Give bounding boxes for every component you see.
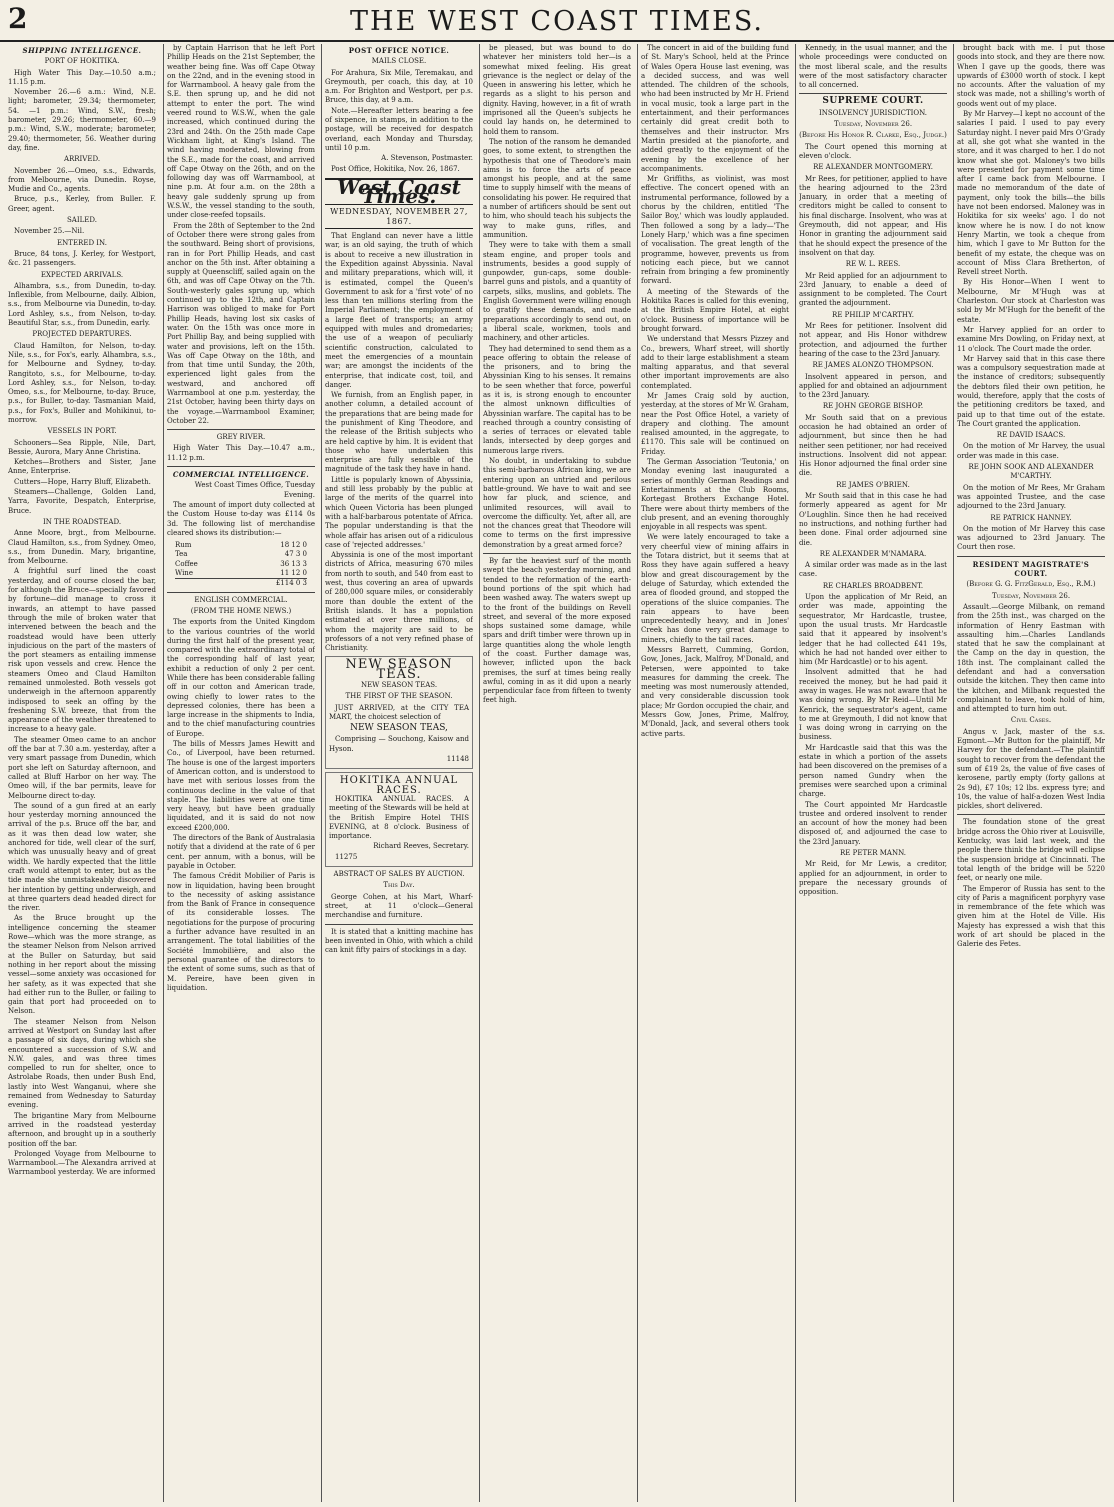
paragraph: The steamer Nelson from Nelson arrived at Westport on Sunday last after a passage of six days, during which she encountered a succession of S.W. and N.W. gales, and was three times compelled to run for shelter, once to Astrolabe Roads, then under Bush End, lastly into West Wanganui, where she remained from Wednesday to Saturday evening.: [8, 1017, 156, 1110]
paragraph: Mr Reid, for Mr Lewis, a creditor, applied for an adjournment, in order to prepare the necessary grounds of opposition.: [799, 860, 947, 897]
paragraph: We understand that Messrs Pizzey and Co., brewers, Wharf street, will shortly add to their large establishment a steam malting apparatus, and that several other important improvements are also contemplated.: [641, 335, 789, 390]
races-advertisement: HOKITIKA ANNUAL RACES. HOKITIKA ANNUAL RACES. A meeting of the Stewards will be held at the British Empire Hotel THIS EVENING, at 8 o'clock. Business of importance. Richard Reeves, Secretary. 11275: [325, 772, 473, 867]
nameplate: West Coast Times.: [325, 178, 473, 206]
divider: [957, 556, 1105, 557]
case-heading: RE JOHN GEORGE BISHOP.: [822, 402, 924, 411]
paragraph: The foundation stone of the great bridge across the Ohio river at Louisville, Kentucky, was laid last week, and the people there think the bridge will eclipse the suspension bridge at Cincinnati. The total length of the bridge will be 5220 feet, or nearly one mile.: [957, 818, 1105, 883]
paragraph: On the motion of Mr Rees, Mr Graham was appointed Trustee, and the case adjourned to the 23rd January.: [957, 483, 1105, 511]
column-commercial: [167, 44, 315, 1502]
column-rule: [163, 44, 164, 1502]
subheading: MAILS CLOSE.: [371, 57, 427, 66]
paragraph: Mr South said that on a previous occasion he had obtained an order of adjournment, but since then he had neither seen petitioner, nor had received instructions. Insolvent did not appear. His Honor adjourned the final order sine die.: [799, 413, 947, 478]
paragraph: The sound of a gun fired at an early hour yesterday morning announced the arrival of the p.s. Bruce off the bar, and as it was then dead low water, she anchored for tide, well clear of the surf, which was unusually heavy and of great width. We hardly expected that the little craft would attempt to enter, but as the tide made she unmistakeably discovered her intention by getting underweigh, and at three quarters dead headed direct for the river.: [8, 801, 156, 913]
paragraph: Bruce, 84 tons, J. Kerley, for Westport, &c. 21 passengers.: [8, 249, 156, 268]
paragraph: Angus v. Jack, master of the s.s. Egmont.—Mr Button for the plaintiff, Mr Harvey for the defendant.—The plaintiff sought to recover from the defendant the sum of £19 2s, the value of five cases of kerosene, partly empty (forty gallons at 2s 9d), £7 10s; 12 lbs. express tyre; and 10s, the value of half-a-dozen West India pickles, short delivered.: [957, 727, 1105, 811]
paragraph: November 26.—Omeo, s.s., Edwards, from Melbourne, via Dunedin. Royse, Mudie and Co., agents.: [8, 166, 156, 194]
paragraph: Post Office, Hokitika, Nov. 26, 1867.: [331, 164, 460, 173]
subheading: Tuesday, November 26.: [833, 120, 913, 129]
duty-table: [175, 541, 307, 588]
divider: [167, 592, 315, 593]
column-leader: [483, 44, 631, 1502]
paragraph: The bills of Messrs James Hewitt and Co., of Liverpool, have been returned. The house is one of the largest importers of American cotton, and is understood to have met with serious losses from the continuous decline in the value of that staple. The liabilities were at one time very heavy, but have been gradually liquidated, and it is said do not now exceed £200,000.: [167, 740, 315, 832]
paragraph: Mr James Craig sold by auction, yesterday, at the stores of Mr W. Graham, near the Post Office Hotel, a variety of drapery and clothing. The amount realised amounted, in the aggregate, to £1170. This sale will be continued on Friday.: [641, 391, 789, 456]
column-local-news: [641, 44, 789, 1502]
subheading: ABSTRACT OF SALES BY AUCTION.: [333, 870, 465, 879]
paragraph: On the motion of Mr Harvey this case was adjourned to 23rd January. The Court then rose.: [957, 524, 1105, 552]
column-editorial: [325, 44, 473, 1502]
case-heading: RE DAVID ISAACS.: [996, 431, 1066, 440]
subheading: ENGLISH COMMERCIAL.: [194, 595, 288, 604]
paragraph: The Emperor of Russia has sent to the city of Paris a magnificent porphyry vase in remembrance of the fete which was given him at the Hotel de Ville. His Majesty has expressed a wish that this work of art should be placed in the Galerie des Fetes.: [957, 884, 1105, 949]
duty-row: Wine 11 12 0: [175, 569, 307, 578]
paragraph: That England can never have a little war, is an old saying, the truth of which is about to receive a new illustration in the Expedition against Abyssinia. Naval and military preparations, which will, it is estimated, compel the Queen's Government to ask for a 'first vote' of no less than ten millions sterling from the Imperial Parliament; the employment of a large fleet of transports; an army equipped with mules and dromedaries; the use of a weapon of peculiarly scientific construction, calculated to meet the emergencies of a mountain war; are amongst the incidents of the enterprise, that indicate cost, toil, and danger.: [325, 232, 473, 389]
paragraph: Insolvent appeared in person, and applied for and obtained an adjournment to the 23rd January.: [799, 372, 947, 400]
column-rule: [637, 44, 638, 1502]
paragraph: The exports from the United Kingdom to the various countries of the world during the first half of the present year, compared with the extraordinary total of the corresponding half of last year, exhibit a reduction of only 2 per cent. While there has been considerable falling off in our cotton and American trade, owing chiefly to lower rates to the depressed colonies, there has been a large increase in the shipments to India, and to the chief manufacturing countries of Europe.: [167, 618, 315, 738]
divider: [483, 553, 631, 554]
paragraph: The amount of import duty collected at the Custom House to-day was £114 0s 3d. The following list of merchandise cleared shows its distribution:—: [167, 500, 315, 537]
section-heading: COMMERCIAL INTELLIGENCE.: [172, 470, 310, 480]
column-rule: [795, 44, 796, 1502]
subheading: GREY RIVER.: [216, 433, 266, 442]
paragraph: brought back with me. I put those goods into stock, and they are there now. When I gave up the goods, there was upwards of £3000 worth of stock. I kept no accounts. After the valuation of my stock was made, not a shilling's worth of goods went out of my place.: [957, 44, 1105, 108]
subheading: INSOLVENCY JURISDICTION.: [818, 108, 928, 117]
paragraph: Mr Reid applied for an adjournment to 23rd January, to enable a deed of assignment to be completed. The Court granted the adjournment.: [799, 271, 947, 308]
masthead: [0, 0, 1114, 42]
ad-title: NEW SEASON TEAS.: [345, 657, 453, 682]
paragraph: A similar order was made as in the last case.: [799, 561, 947, 579]
duty-total: £114 0 3: [175, 578, 307, 588]
case-heading: RE CHARLES BROADBENT.: [822, 581, 924, 590]
paragraph: For Arahura, Six Mile, Teremakau, and Greymouth, per coach, this day, at 10 a.m. For Brighton and Westport, per p.s. Bruce, this day, at 9 a.m.: [325, 68, 473, 105]
paragraph: November 26.—6 a.m.: Wind, N.E. light; barometer, 29.34; thermometer, 54. —1 p.m.: Wind, S.W., fresh; barometer, 29.26; thermometer, 60.—9 p.m.: Wind, S.W., moderate; barometer, 29.40; thermometer, 56. Weather during day, fine.: [8, 88, 156, 152]
subheading: (FROM THE HOME NEWS.): [190, 606, 292, 615]
subheading: ARRIVED.: [63, 155, 101, 164]
case-heading: RE PATRICK HANNEY.: [990, 513, 1072, 522]
case-heading: RE W. L. REES.: [845, 260, 901, 269]
column-shipping: [8, 44, 156, 1502]
paragraph: Cutters—Hope, Harry Bluff, Elizabeth.: [14, 477, 151, 486]
paragraph: The German Association 'Teutonia,' on Monday evening last inaugurated a series of monthly German Readings and Entertainments at the Club Rooms, Kortegast Brothers Exchange Hotel. There were about thirty members of the club present, and an evening thoroughly enjoyable in all respects was spent.: [641, 458, 789, 532]
divider: [325, 924, 473, 925]
paragraph: Alhambra, s.s., from Dunedin, to-day. Inflexible, from Melbourne, daily. Albion, s.s., from Melbourne via Dunedin, to-day. Lord Ashley, s.s., from Nelson, to-day. Beautiful Star, s.s., from Dunedin, early.: [8, 281, 156, 328]
paragraph: The concert in aid of the building fund of St. Mary's School, held at the Prince of Wales Opera House last evening, was a decided success, and was well attended. The children of the schools, who had been instructed by Mr H. Friend in vocal music, took a large part in the entertainment, and their performances certainly did great credit both to themselves and their instructor. Mrs Martin presided at the pianoforte, and added greatly to the enjoyment of the evening by the excellence of her accompaniments.: [641, 44, 789, 173]
subheading: IN THE ROADSTEAD.: [42, 517, 122, 526]
paragraph: We were lately encouraged to take a very cheerful view of mining affairs in the Totara district, but it seems that at Ross they have again suffered a heavy blow and great discouragement by the deluge of Saturday, which extended the area of flooded ground, and stopped the operations of the sluice companies. The rain appears to have been unprecedentedly heavy, and in Jones' Creek has done very great damage to miners, chiefly to the tail races.: [641, 533, 789, 644]
paragraph: They were to take with them a small steam engine, and proper tools and instruments, besides a good supply of gunpowder, gun-caps, some double-barrel guns and pistols, and a quantity of carpets, silks, muslins, and goblets. The English Government were willing enough to gratify these demands, and made preparations accordingly to send out, on a liberal scale, workmen, tools and machinery, and other articles.: [483, 241, 631, 343]
column-rule: [953, 44, 954, 1502]
section-heading: POST OFFICE NOTICE.: [348, 46, 450, 55]
subheading: PORT OF HOKITIKA.: [44, 57, 120, 66]
paragraph: be pleased, but was bound to do whatever her ministers told her—is a somewhat mixed feeling. His great grievance is the neglect or delay of the Queen in answering his letter, which he regards as a slight to his person and dignity. Having, however, in a fit of wrath imprisoned all the Queen's subjects he could lay hands on, he determined to hold them to ransom.: [483, 44, 631, 136]
paragraph: Mr South said that in this case he had formerly appeared as agent for Mr O'Loughlin. Since then he had received no instructions, and nothing further had been done. Final order adjourned sine die.: [799, 492, 947, 547]
section-heading: SUPREME COURT.: [822, 96, 924, 107]
paragraph: By Mr Harvey—I kept no account of the salaries I paid. I used to pay every Saturday night. I never paid Mrs O'Grady at all, she got what she wanted in the store, and it was charged to her. I do not know what she got. Maloney's two bills were presented for payment some time after I came back from Melbourne. I made no memorandum of the date of payment, only took the bills—the bills have not been endorsed. Maloney was in Hokitika for six weeks' ago. I do not know where he is now. I do not know Henry Martin, we took a cheque from him, which I gave to Mr Button for the benefit of my estate, the cheque was on account of Miss Clara Bretherton, of Revell street North.: [957, 110, 1105, 277]
paragraph: Mr Hardcastle said that this was the estate in which a portion of the assets had been discovered on the premises of a person named Gundry when the premises were searched upon a criminal charge.: [799, 743, 947, 799]
paragraph: Note.—Hereafter letters bearing a fee of sixpence, in stamps, in addition to the postage, will be received for despatch overland, each Monday and Thursday, until 10 p.m.: [325, 106, 473, 152]
paragraph: High Water This Day.—10.50 a.m.; 11.15 p.m.: [8, 68, 156, 86]
paragraph: by Captain Harrison that he left Port Phillip Heads on the 21st September, the weather being fine. Was off Cape Otway on the 22nd, and in the evening stood in for Warrnambool. A heavy gale from the S.E. then sprung up, and he did not attempt to enter the port. The wind veered round to W.S.W., when the gale increased, which continued during the 23rd and 24th. On the 25th made Cape Wickham light, at King's Island. The wind having moderated, blowing from the S.E., made for the coast, and arrived off Cape Otway on the 26th, and on the following day was off Warrnambool, at nine p.m. At four a.m. on the 28th a heavy gale suddenly sprung up from W.S.W., the vessel standing to the south, under close-reefed topsails.: [167, 44, 315, 220]
paragraph: The brigantine Mary from Melbourne arrived in the roadstead yesterday afternoon, and brought up in a southerly position off the bar.: [8, 1111, 156, 1148]
section-heading: RESIDENT MAGISTRATE'S COURT.: [972, 559, 1090, 579]
paragraph: Steamers—Challenge, Golden Land, Yarra, Favorite, Despatch, Enterprise, Bruce.: [8, 488, 156, 515]
subheading: Tuesday, November 26.: [991, 591, 1071, 600]
column-magistrate-court: [957, 44, 1105, 1502]
paragraph: Abyssinia is one of the most important districts of Africa, measuring 670 miles from north to south, and 540 from east to west, thus covering an area of upwards of 280,000 square miles, or considerably more than double the extent of the British islands. It has a population estimated at over three millions, of whom the majority are said to be professors of a not very refined phase of Christianity.: [325, 551, 473, 653]
newspaper-title: THE WEST COAST TIMES.: [350, 6, 764, 37]
dateline: West Coast Times Office, Tuesday Evening.: [194, 481, 315, 499]
duty-row: Tea 47 3 0: [175, 550, 307, 559]
paragraph: The directors of the Bank of Australasia notify that a dividend at the rate of 6 per cent. per annum, with a bonus, will be payable in October.: [167, 834, 315, 870]
paragraph: November 25.—Nil.: [14, 227, 85, 236]
signature: A. Stevenson, Postmaster.: [381, 154, 473, 163]
case-heading: RE JOHN SOOK AND ALEXANDER M'CARTHY.: [968, 463, 1094, 481]
subheading: PROJECTED DEPARTURES.: [32, 330, 132, 339]
paragraph: George Cohen, at his Mart, Wharf-street, at 11 o'clock—General merchandise and furniture.: [325, 892, 473, 920]
paragraph: The Court appointed Mr Hardcastle trustee and ordered insolvent to render an account of how the money had been disposed of, and adjourned the case to the 23rd January.: [799, 800, 947, 846]
paragraph: The famous Crédit Mobilier of Paris is now in liquidation, having been brought to the necessity of asking assistance from the Bank of France in consequence of its considerable losses. The negotiations for the purpose of procuring a further advance have resulted in an arrangement. The total liabilities of the Société Immobilière, and also the personal guarantee of the directors to the extent of some sums, such as that of M. Pereire, have been given in liquidation.: [167, 872, 315, 992]
paragraph: They had determined to send them as a peace offering to obtain the release of the prisoners, and to bring the Abyssinian King to his senses. It remains to be seen whether that force, powerful as it is, is strong enough to encounter the almost unknown difficulties of Abyssinian warfare. The capital has to be reached through a country consisting of a series of terraces or elevated table lands, intersected by deep gorges and numerous large rivers.: [483, 344, 631, 455]
paragraph: As the Bruce brought up the intelligence concerning the steamer Rowe—which was the more strange, as the steamer Nelson from Nelson arrived at the Buller on Saturday, but said nothing in her report about the missing vessel—some anxiety was occasioned for her safety, as it was expected that she had either run to the Buller, or failing to gain that port had proceeded on to Nelson.: [8, 914, 156, 1016]
divider: [957, 814, 1105, 815]
ad-title: HOKITIKA ANNUAL RACES.: [339, 775, 459, 796]
divider: [167, 429, 315, 430]
divider: [799, 93, 947, 94]
subheading: (Before G. G. FitzGerald, Esq., R.M.): [966, 580, 1096, 589]
paragraph: We furnish, from an English paper, in another column, a detailed account of the preparations that are being made for the punishment of King Theodore, and the release of the British subjects who are held captive by him. It is evident that those who have undertaken this enterprise are fully sensible of the magnitude of the task they have in hand.: [325, 391, 473, 474]
paragraph: Mr Harvey said that in this case there was a compulsory sequestration made at the instance of creditors; subsequently the debtors filed their own petition, he would, therefore, apply that the costs of the petitioning creditors be taxed, and paid up to that time out of the estate. The Court granted the application.: [957, 354, 1105, 428]
paragraph: Kennedy, in the usual manner, and the whole proceedings were conducted on the most liberal scale, and the results were of the most satisfactory character to all concerned.: [799, 44, 947, 90]
subheading: ENTERED IN.: [57, 238, 107, 247]
duty-row: Coffee 36 13 3: [175, 559, 307, 568]
issue-date: WEDNESDAY, NOVEMBER 27, 1867.: [325, 207, 473, 229]
subheading: EXPECTED ARRIVALS.: [40, 270, 124, 279]
duty-row: Rum 18 12 0: [175, 541, 307, 550]
paragraph: Mr Rees, for petitioner, applied to have the hearing adjourned to the 23rd January, in order that a meeting of creditors might be called to consent to his final discharge. Insolvent, who was at Greymouth, did not appear, and His Honor in granting the adjournment said that he should expect the presence of the insolvent on that day.: [799, 174, 947, 257]
paragraph: By far the heaviest surf of the month swept the beach yesterday morning, and tended to the reformation of the earth-bound portions of the spit which had been washed away. The waters swept up to the front of the buildings on Revell street, and several of the more exposed shops sustained some damage, while spars and drift timber were thrown up in large quantities along the whole length of the coast. Further damage was, however, inflicted upon the back premises, the surf at times being really awful, coming in as it did upon a nearly perpendicular face from fifteen to twenty feet high.: [483, 557, 631, 705]
paragraph: No doubt, in undertaking to subdue this semi-barbarous African king, we are entering upon an untried and perilous battle-ground. We have to wait and see how far pluck, and science, and unlimited resources, will avail to overcome the difficulty. Yet, after all, are not the chances great that Theodore will come to terms on the first impressive demonstration by a great armed force?: [483, 457, 631, 549]
subheading: This Day.: [383, 881, 415, 890]
paragraph: Claud Hamilton, for Nelson, to-day. Nile, s.s., for Fox's, early. Alhambra, s.s., for Melbourne and Sydney, to-day. Rangitoto, s.s., for Melbourne, to-day. Lord Ashley, s.s., for Nelson, to-day. Omeo, s.s., for Melbourne, to-day. Bruce, p.s., for Buller, to-day. Tasmanian Maid, p.s., for Fox's, Buller and Mohikinui, to-morrow.: [8, 341, 156, 424]
page-number: 2: [8, 2, 28, 35]
paragraph: Mr Rees for petitioner. Insolvent did not appear, and His Honor withdrew protection, and adjourned the further hearing of the case to the 23rd January.: [799, 322, 947, 358]
paragraph: A frightful surf lined the coast yesterday, and of course closed the bar, for although the Bruce—specially favored by fortune—did manage to cross it inwards, an attempt to have passed through the mile of broken water that intervened between the beach and the roadstead would have been utterly injudicious on the part of the masters of the port steamers as entailing immense risk upon vessels and crew. Hence the steamers Omeo and Claud Hamilton remained unmolested. Both vessels got underweigh in the afternoon apparently indisposed to seek an offing by the freshening S.W. breeze, that from the appearance of the weather threatened to increase to a heavy gale.: [8, 567, 156, 734]
paragraph: Upon the application of Mr Reid, an order was made, appointing the sequestrator, Mr Hardcastle, trustee, upon the usual trusts. Mr Hardcastle said that it appeared by insolvent's ledger that he had collected £41 19s, which he had not handed over either to him (Mr Hardcastle) or to his agent.: [799, 593, 947, 667]
subheading: (Before His Honor R. Clarke, Esq., Judge.): [799, 131, 947, 140]
paragraph: Little is popularly known of Abyssinia, and still less probably by the public at large of the merits of the quarrel into which Queen Victoria has been plunged with a half-barbarous potentate of Africa. The popular understanding is that the whole affair has arisen out of a ridiculous case of 'rejected addresses.': [325, 475, 473, 549]
case-heading: RE ALEXANDER MONTGOMERY.: [813, 163, 933, 172]
column-rule: [321, 44, 322, 1502]
section-heading: SHIPPING INTELLIGENCE.: [22, 46, 142, 55]
case-heading: RE PETER MANN.: [840, 849, 906, 858]
paragraph: The Court opened this morning at eleven o'clock.: [799, 142, 947, 160]
paragraph: Prolonged Voyage from Melbourne to Warrnambool.—The Alexandra arrived at Warrnambool yesterday. We are informed: [8, 1149, 156, 1177]
case-heading: RE JAMES O'BRIEN.: [836, 480, 910, 489]
case-heading: RE ALEXANDER M'NAMARA.: [819, 549, 927, 558]
subheading: Civil Cases.: [1010, 716, 1052, 725]
paragraph: Insolvent admitted that he had received the money, but he had paid it away in wages. He was not aware that he was doing wrong. By Mr Reid—Until Mr Kenrick, the sequestrator's agent, came to me at Greymouth, I did not know that I was doing wrong in carrying on the business.: [799, 668, 947, 742]
paragraph: A meeting of the Stewards of the Hokitika Races is called for this evening, at the British Empire Hotel, at eight o'clock. Business of importance will be brought forward.: [641, 287, 789, 333]
subheading: SAILED.: [67, 216, 97, 225]
case-heading: RE JAMES ALONZO THOMPSON.: [812, 361, 934, 370]
paragraph: The steamer Omeo came to an anchor off the bar at 7.30 a.m. yesterday, after a very smart passage from Dunedin, which port she left on Saturday afternoon, and called at Bluff Harbor on her way. The Omeo will, if the bar permits, leave for Melbourne direct to-day.: [8, 735, 156, 800]
paragraph: From the 28th of September to the 2nd of October there were strong gales from the southward. Being short of provisions, ran in for Port Phillip Heads, and cast anchor on the 5th inst. After obtaining a supply at Queenscliff, sailed again on the 6th, and was off Cape Otway on the 7th. South-westerly gales sprung up, which continued up to the 12th, and Captain Harrison was obliged to make for Port Phillip Heads, having lost six casks of water. On the 15th was once more in Port Phillip Bay, and being supplied with water and provisions, left on the 15th. Was off Cape Otway on the 18th, and from that time until Sunday, the 20th, experienced light gales from the westward, and anchored off Warrnambool at one p.m. yesterday, the 21st October, having been thirty days on the voyage.—Warrnambool Examiner, October 22.: [167, 221, 315, 425]
paragraph: Assault.—George Milbank, on remand from the 25th inst., was charged on the information of Henry Eastman with assaulting him.—Charles Landlands stated that he saw the complainant at the Camp on the day in question, the 18th inst. The complainant called the defendant and had a conversation outside the kitchen. They then came into the kitchen, and Milbank requested the complainant to leave, took hold of him, and attempted to turn him out.: [957, 602, 1105, 714]
column-rule: [479, 44, 480, 1502]
subheading: VESSELS IN PORT.: [47, 427, 117, 436]
paragraph: Bruce, p.s., Kerley, from Buller. F. Greer, agent.: [8, 195, 156, 213]
column-supreme-court: [799, 44, 947, 1502]
tea-advertisement: NEW SEASON TEAS. NEW SEASON TEAS. THE FIRST OF THE SEASON. JUST ARRIVED, at the CITY TEA MART, the choicest selection of NEW SEASON TEAS, Comprising — Souchong, Kaisow and Hyson. 11148: [325, 656, 473, 769]
paragraph: Anne Moore, brgt., from Melbourne. Claud Hamilton, s.s., from Sydney. Omeo, s.s., from Dunedin. Mary, brigantine, from Melbourne.: [8, 529, 156, 566]
paragraph: High Water This Day.—10.47 a.m., 11.12 p.m.: [167, 444, 315, 462]
paragraph: Mr Harvey applied for an order to examine Mrs Dowling, on Friday next, at 11 o'clock. The Court made the order.: [957, 325, 1105, 353]
paragraph: It is stated that a knitting machine has been invented in Ohio, with which a child can knit fifty pairs of stockings in a day.: [325, 927, 473, 955]
divider: [167, 466, 315, 467]
paragraph: Schooners—Sea Ripple, Nile, Dart, Bessie, Aurora, Mary Anne Christina.: [8, 438, 156, 456]
paragraph: By His Honor—When I went to Melbourne, Mr M'Hugh was at Charleston. Our stock at Charleston was sold by Mr M'Hugh for the benefit of the estate.: [957, 278, 1105, 324]
paragraph: On the motion of Mr Harvey, the usual order was made in this case.: [957, 442, 1105, 460]
paragraph: Messrs Barrett, Cumming, Gordon, Gow, Jones, Jack, Malfroy, M'Donald, and Petersen, were appointed to take measures for damming the creek. The meeting was most numerously attended, and very considerable discussion took place; Mr Gordon occupied the chair, and Messrs Gow, Jones, Prime, Malfroy, M'Donald, Jack, and several others took active parts.: [641, 646, 789, 738]
paragraph: Mr Griffiths, as violinist, was most effective. The concert opened with an instrumental performance, followed by a chorus by the children, entitled 'The Sailor Boy,' which was loudly applauded. Then followed a song by a lady—'The Lonely Harp,' which was a fine specimen of vocalisation. The great length of the programme, however, prevents us from noticing each piece, but we cannot refrain from bringing a few prominently forward.: [641, 175, 789, 286]
paragraph: Ketches—Brothers and Sister, Jane Anne, Enterprise.: [8, 458, 156, 476]
case-heading: RE PHILIP M'CARTHY.: [832, 310, 914, 319]
paragraph: The notion of the ransom he demanded goes, to some extent, to strengthen the hypothesis that one of Theodore's main aims is to force the arts of peace amongst his people, and at the same time to supply himself with the means of consolidating his power. He required that a number of artificers should be sent out to him, who should teach his subjects the way to make guns, rifles, and ammunition.: [483, 137, 631, 239]
